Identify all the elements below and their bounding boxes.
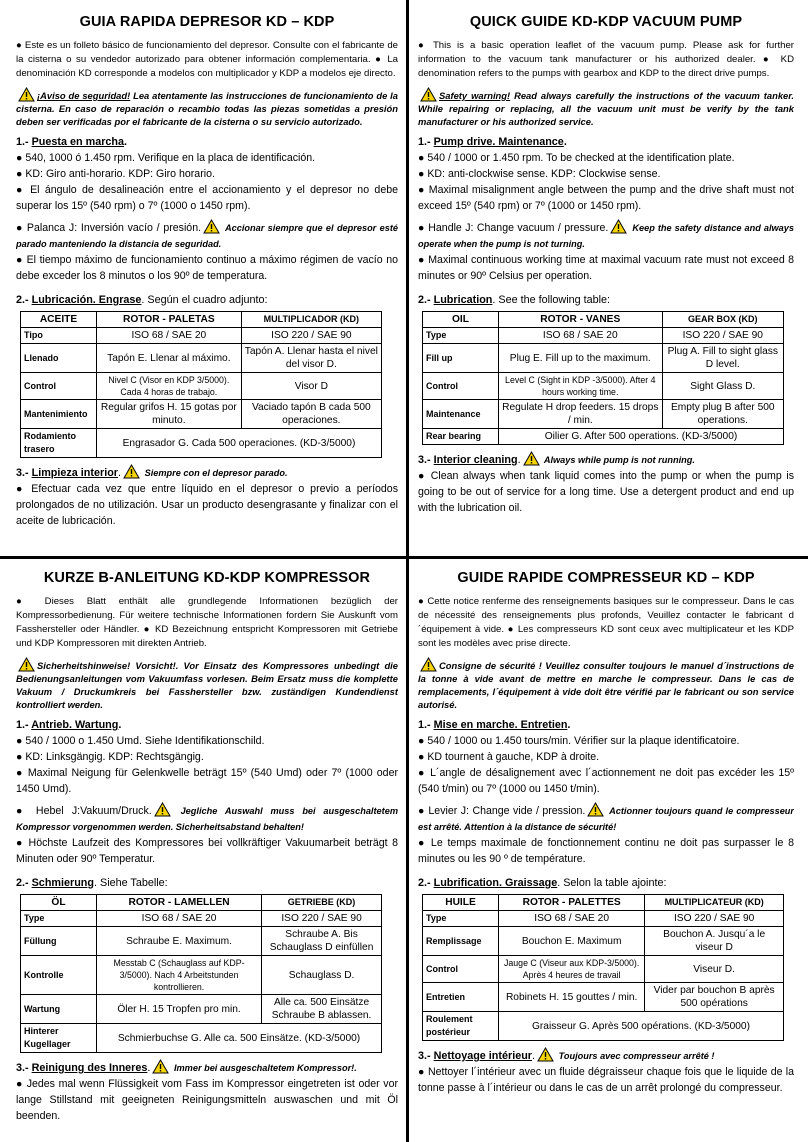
table-cell: ISO 220 / SAE 90: [662, 328, 783, 344]
cleaning-note: Siempre con el depresor parado.: [142, 468, 288, 478]
table-cell: Llenado: [21, 344, 97, 373]
quadrant-english: [418, 12, 794, 554]
drive-line-1: ● 540 / 1000 or 1.450 rpm. To be checked at the identification plate.: [418, 152, 735, 164]
section-3-heading: [16, 464, 398, 481]
section-suffix: . Según el cuadro adjunto:: [141, 294, 268, 306]
table-cell: Control: [423, 956, 499, 983]
drive-line-2: ● KD: Giro anti-horario. KDP: Giro horario.: [16, 168, 215, 180]
table-cell: Bouchon A. Jusqu´a le viseur D: [645, 927, 784, 956]
section-suffix: .: [563, 136, 567, 148]
section-title: Mise en marche. Entretien: [433, 719, 568, 731]
table-row: [423, 429, 784, 445]
lever-text: ● Hebel J:Vakuum/Druck.: [16, 805, 152, 817]
drive-line-4: [418, 802, 794, 835]
section-title: Lubrication: [433, 294, 493, 306]
table-row: [21, 1024, 382, 1053]
table-cell: Mantenimiento: [21, 400, 97, 429]
drive-line-5: ● El tiempo máximo de funcionamiento continuo a máximo régimen de vacío no debe exceder los 8 minutos o los 90º de temperatura.: [16, 254, 398, 282]
quadrant-german: [16, 568, 398, 1134]
section-suffix: .: [118, 467, 122, 479]
section-title: Limpieza interior: [31, 467, 119, 479]
table-row: [21, 995, 382, 1024]
table-cell: Plug E. Fill up to the maximum.: [499, 344, 663, 373]
table-cell: Type: [423, 328, 499, 344]
section-3-heading: [418, 451, 794, 468]
section-title: Lubricación. Engrase: [31, 294, 142, 306]
table-header-row: [21, 312, 382, 328]
cleaning-note: Immer bei ausgeschaltetem Kompressor!.: [171, 1063, 357, 1073]
table-cell: ISO 68 / SAE 20: [97, 328, 242, 344]
table-cell: Rodamiento trasero: [21, 429, 97, 458]
lever-note: Accionar siempre que el depresor esté parado manteniendo la distancia de seguridad.: [16, 223, 398, 249]
section-suffix: . Siehe Tabelle:: [94, 877, 168, 889]
table-cell: Entretien: [423, 983, 499, 1012]
table-row: [21, 344, 382, 373]
safety-warning: [418, 87, 794, 128]
safety-warning: [418, 657, 794, 711]
table-row: [21, 400, 382, 429]
drive-line-2: ● KD: anti-clockwise sense. KDP: Clockwise sense.: [418, 168, 661, 180]
table-row: [21, 927, 382, 956]
section-number: 1.-: [418, 719, 434, 731]
table-cell: Nivel C (Visor en KDP 3/5000). Cada 4 horas de trabajo.: [97, 373, 242, 400]
section-title: Pump drive. Maintenance: [433, 136, 564, 148]
cleaning-text: ● Nettoyer l´intérieur avec un fluide dégraisseur chaque fois que le liquide de la tonne passe à l´intérieur ou dans le cas de un arrêt prolongé du compresseur.: [418, 1066, 794, 1094]
table-cell: Tapón A. Llenar hasta el nivel del visor D.: [241, 344, 381, 373]
section-1-heading: [16, 717, 398, 733]
section-suffix: . See the following table:: [492, 294, 611, 306]
warning-icon: [18, 657, 35, 672]
table-cell: Level C (Sight in KDP -3/5000). After 4 hours working time.: [499, 373, 663, 400]
lever-note: Keep the safety distance and always operate when the pump is not turning.: [418, 223, 794, 249]
drive-line-1: ● 540, 1000 ó 1.450 rpm. Verifique en la placa de identificación.: [16, 152, 316, 164]
table-cell: ISO 220 / SAE 90: [645, 911, 784, 927]
warning-icon: [154, 802, 171, 817]
table-cell: Rear bearing: [423, 429, 499, 445]
table-cell: ISO 68 / SAE 20: [499, 328, 663, 344]
section-suffix: .: [567, 719, 571, 731]
table-row: [423, 911, 784, 927]
lever-text: ● Palanca J: Inversión vacío / presión.: [16, 222, 202, 234]
table-cell: Visor D: [241, 373, 381, 400]
table-header: ROTOR - LAMELLEN: [97, 895, 262, 911]
warning-icon: [123, 464, 140, 479]
table-cell: Hinterer Kugellager: [21, 1024, 97, 1053]
section-suffix: .: [147, 1062, 151, 1074]
table-header: ACEITE: [21, 312, 97, 328]
safety-warning: [16, 657, 398, 711]
lever-text: ● Levier J: Change vide / pression.: [418, 805, 586, 817]
table-cell: Schmierbuchse G. Alle ca. 500 Einsätze. (KD-3/5000): [97, 1024, 382, 1053]
table-cell: Empty plug B after 500 operations.: [662, 400, 783, 429]
table-cell: ISO 68 / SAE 20: [97, 911, 262, 927]
section-title: Interior cleaning: [433, 454, 518, 466]
warning-label: ¡Aviso de seguridad!: [37, 90, 131, 101]
section-2-heading: [418, 292, 794, 308]
table-cell: Roulement postérieur: [423, 1012, 499, 1041]
intro-text: ● Dieses Blatt enthält alle grundlegende Informationen bezüglich der Kompressorbedienung. Für weitere technische Informationen fordern Sie Auskunft vom Fasshersteller oder Händler. ● KD Bezeichnung entspricht Kompressoren mit Getriebe und KDP Kompressoren mit direkten Antrieb.: [16, 596, 398, 649]
table-row: [423, 983, 784, 1012]
table-row: [423, 400, 784, 429]
warning-icon: [152, 1059, 169, 1074]
table-cell: Jauge C (Viseur aux KDP-3/5000). Après 4 heures de travail: [499, 956, 645, 983]
section-number: 3.-: [16, 467, 32, 479]
section-3-heading: [418, 1047, 794, 1064]
lever-text: ● Handle J: Change vacuum / pressure.: [418, 222, 609, 234]
table-row: [423, 344, 784, 373]
table-cell: Schauglass D.: [262, 956, 382, 995]
table-row: [423, 927, 784, 956]
section-3-heading: [16, 1059, 398, 1076]
section-number: 3.-: [16, 1062, 32, 1074]
safety-warning: [16, 87, 398, 128]
table-cell: Bouchon E. Maximum: [499, 927, 645, 956]
section-number: 1.-: [16, 136, 32, 148]
table-cell: Schraube A. Bis Schauglass D einfüllen: [262, 927, 382, 956]
table-row: [423, 956, 784, 983]
section-number: 2.-: [16, 877, 32, 889]
lubrication-table: [422, 894, 784, 1041]
warning-icon: [420, 657, 437, 672]
section-number: 2.-: [418, 294, 434, 306]
lubrication-table: [20, 311, 382, 458]
cleaning-text: ● Clean always when tank liquid comes into the pump or when the pump is going to be out of service for a long time. Use a detergent product and end up with the lubrication oil.: [418, 470, 794, 514]
section-suffix: .: [532, 1050, 536, 1062]
warning-icon: [537, 1047, 554, 1062]
table-header: ROTOR - PALETTES: [499, 895, 645, 911]
warning-label: Safety warning!: [439, 90, 511, 101]
section-title: Schmierung: [31, 877, 95, 889]
table-cell: Tipo: [21, 328, 97, 344]
section-1-heading: [16, 134, 398, 150]
table-cell: Oilier G. After 500 operations. (KD-3/5000): [499, 429, 784, 445]
section-2-heading: [418, 875, 794, 891]
table-cell: ISO 220 / SAE 90: [262, 911, 382, 927]
table-cell: Alle ca. 500 Einsätze Schraube B ablassen.: [262, 995, 382, 1024]
table-header-row: [423, 895, 784, 911]
section-number: 3.-: [418, 1050, 434, 1062]
table-cell: Sight Glass D.: [662, 373, 783, 400]
lubrication-table: [20, 894, 382, 1053]
table-header: HUILE: [423, 895, 499, 911]
cleaning-text: ● Efectuar cada vez que entre líquido en el depresor o previo a períodos prolongados de no utilización. Usar un producto desengrasante y finalizar con el aceite de lubricación.: [16, 483, 398, 527]
section-title: Reinigung des Inneres: [31, 1062, 148, 1074]
table-row: [423, 328, 784, 344]
warning-icon: [610, 219, 627, 234]
warning-text: Lea atentamente las instrucciones de funcionamiento de la cisterna. En caso de reparación o recambio todas las piezas sometidas a presión deben ser verificadas por el fabricante de la cisterna o su servicio autorizado.: [16, 90, 398, 127]
section-1-heading: [418, 134, 794, 150]
table-cell: Regulate H drop feeders. 15 drops / min.: [499, 400, 663, 429]
section-suffix: . Selon la table ajointe:: [557, 877, 667, 889]
table-row: [21, 328, 382, 344]
table-cell: Type: [423, 911, 499, 927]
section-title: Puesta en marcha: [31, 136, 125, 148]
table-cell: Control: [21, 373, 97, 400]
intro-text: ● This is a basic operation leaflet of the vacuum pump. Please ask for further information to the vacuum tank manufacturer or his authorized dealer. ● KD denomination refers to the pumps with gearbox and KDP to the direct drive pumps.: [418, 40, 794, 79]
table-cell: Vaciado tapón B cada 500 operaciones.: [241, 400, 381, 429]
table-cell: ISO 220 / SAE 90: [241, 328, 381, 344]
drive-line-2: ● KD: Linksgängig. KDP: Rechtsgängig.: [16, 751, 204, 763]
drive-line-1: ● 540 / 1000 ou 1.450 tours/min. Vérifier sur la plaque identificatoire.: [418, 735, 740, 747]
drive-line-4: [16, 219, 398, 252]
section-number: 1.-: [418, 136, 434, 148]
warning-text: Consigne de sécurité ! Veuillez consulter toujours le manuel d´instructions de la tonne à vide avant de mettre en marche le compresseur. Dans le cas de remplacements, l´équipement à vide doit être vérifié par le fabricant ou son service autorisé.: [418, 660, 794, 710]
table-row: [423, 1012, 784, 1041]
table-cell: Füllung: [21, 927, 97, 956]
section-suffix: .: [118, 719, 122, 731]
table-cell: Vider par bouchon B après 500 opérations: [645, 983, 784, 1012]
warning-icon: [420, 87, 437, 102]
table-cell: Fill up: [423, 344, 499, 373]
drive-line-3: ● El ángulo de desalineación entre el accionamiento y el depresor no debe superar los 15º (540 rpm) o 7º (1000 o 1450 rpm).: [16, 184, 398, 212]
table-cell: Regular grifos H. 15 gotas por minuto.: [97, 400, 242, 429]
section-2-heading: [16, 292, 398, 308]
section-suffix: .: [124, 136, 128, 148]
table-cell: Messtab C (Schauglass auf KDP-3/5000). Nach 4 Arbeitstunden kontrollieren.: [97, 956, 262, 995]
section-2-heading: [16, 875, 398, 891]
warning-icon: [587, 802, 604, 817]
section-1-heading: [418, 717, 794, 733]
table-cell: Plug A. Fill to sight glass D level.: [662, 344, 783, 373]
guide-title: KURZE B-ANLEITUNG KD-KDP KOMPRESSOR: [43, 570, 371, 586]
section-number: 2.-: [418, 877, 434, 889]
horizontal-divider: [0, 556, 808, 559]
drive-line-3: ● Maximal misalignment angle between the pump and the drive shaft must not exceed 15º (540 rpm) or 7º (1000 or 1450 rpm).: [418, 184, 794, 212]
table-header: ROTOR - VANES: [499, 312, 663, 328]
lever-note: Actionner toujours quand le compresseur est arrêté. Attention à la distance de sécurité!: [418, 806, 794, 832]
warning-text: Sicherheitshinweise! Vorsicht!. Vor Einsatz des Kompressores unbedingt die Bedienungsanleitungen vom Vakuumfass vorlesen. Beim Ersatz muss die komplette Vakuum / Druckumkreis bei Fasshersteller bzw. zuständigen Kundendienst kontrolliert werden.: [16, 660, 398, 710]
section-number: 2.-: [16, 294, 32, 306]
cleaning-note: Always while pump is not running.: [541, 455, 695, 465]
intro-text: ● Este es un folleto básico de funcionamiento del depresor. Consulte con el fabricante de la cisterna o su vendedor autorizado para obtener información complementaria. ● La denominación KD corresponde a modelos con multiplicador y KDP a modelos eje directo.: [16, 40, 398, 79]
table-cell: Öler H. 15 Tropfen pro min.: [97, 995, 262, 1024]
vertical-divider: [406, 0, 409, 1142]
table-row: [423, 373, 784, 400]
cleaning-text: ● Jedes mal wenn Flüssigkeit vom Fass im Kompressor eingetreten ist oder vor lange Stillstand mit geeigneten Reinigungsmitteln auswaschen und mit Öl beenden.: [16, 1078, 398, 1122]
warning-icon: [523, 451, 540, 466]
table-cell: Maintenance: [423, 400, 499, 429]
drive-line-3: ● L´angle de désalignement avec l´actionnement ne doit pas excéder les 15º (540 t/min) ou 7º (1000 ou 1450 t/min).: [418, 767, 794, 795]
quadrant-french: [418, 568, 794, 1134]
section-suffix: .: [517, 454, 521, 466]
warning-icon: [18, 87, 35, 102]
warning-text: Read always carefully the instructions of the vacuum tanker. While repairing or replacing, all the vacuum unit must be verify by the tank manufacturer or his authorized service.: [418, 90, 794, 127]
drive-line-5: ● Höchste Laufzeit des Kompressores bei vollkräftiger Vakuumarbeit beträgt 8 Minuten oder 90º Temperatur.: [16, 837, 398, 865]
drive-line-3: ● Maximal Neigung für Gelenkwelle beträgt 15º (540 Umd) oder 7º (1000 oder 1450 Umd).: [16, 767, 398, 795]
table-header: ROTOR - PALETAS: [97, 312, 242, 328]
table-header: MULTIPLICADOR (KD): [241, 312, 381, 328]
section-number: 3.-: [418, 454, 434, 466]
table-cell: Wartung: [21, 995, 97, 1024]
table-header-row: [21, 895, 382, 911]
table-row: [21, 956, 382, 995]
drive-line-4: [418, 219, 794, 252]
guide-title: QUICK GUIDE KD-KDP VACUUM PUMP: [469, 14, 743, 30]
guide-title: GUIDE RAPIDE COMPRESSEUR KD – KDP: [457, 570, 755, 586]
table-cell: Type: [21, 911, 97, 927]
table-header: ÖL: [21, 895, 97, 911]
table-row: [21, 911, 382, 927]
table-cell: Control: [423, 373, 499, 400]
drive-line-4: [16, 802, 398, 835]
drive-line-5: ● Le temps maximale de fonctionnement continu ne doit pas surpasser le 8 minutes ou les 90 º de température.: [418, 837, 794, 865]
drive-line-1: ● 540 / 1000 o 1.450 Umd. Siehe Identifikationschild.: [16, 735, 265, 747]
table-header: OIL: [423, 312, 499, 328]
table-row: [21, 429, 382, 458]
table-cell: Graisseur G. Après 500 opérations. (KD-3/5000): [499, 1012, 784, 1041]
warning-icon: [203, 219, 220, 234]
lever-note: Jegliche Auswahl muss bei ausgeschaltetem Kompressor vorgenommen werden. Sicherheitsabstand behalten!: [16, 806, 398, 832]
table-cell: Remplissage: [423, 927, 499, 956]
table-row: [21, 373, 382, 400]
section-number: 1.-: [16, 719, 32, 731]
table-cell: Tapón E. Llenar al máximo.: [97, 344, 242, 373]
section-title: Antrieb. Wartung: [31, 719, 119, 731]
table-cell: Engrasador G. Cada 500 operaciones. (KD-3/5000): [97, 429, 382, 458]
table-cell: ISO 68 / SAE 20: [499, 911, 645, 927]
quadrant-spanish: [16, 12, 398, 554]
table-cell: Kontrolle: [21, 956, 97, 995]
table-header: GEAR BOX (KD): [662, 312, 783, 328]
table-header: GETRIEBE (KD): [262, 895, 382, 911]
table-cell: Robinets H. 15 gouttes / min.: [499, 983, 645, 1012]
guide-title: GUIA RAPIDA DEPRESOR KD – KDP: [79, 14, 335, 30]
section-title: Lubrification. Graissage: [433, 877, 558, 889]
table-header: MULTIPLICATEUR (KD): [645, 895, 784, 911]
table-cell: Schraube E. Maximum.: [97, 927, 262, 956]
table-cell: Viseur D.: [645, 956, 784, 983]
intro-text: ● Cette notice renferme des renseignements basiques sur le compresseur. Dans le cas de nécessité des renseignements plus profonds, Veuillez contacter le fabricant d´équipement à vide. ● Les compresseurs KD sont ceux avec multiplicateur et les KDP sont les modèles avec prise directe.: [418, 596, 794, 649]
section-title: Nettoyage intérieur: [433, 1050, 533, 1062]
table-header-row: [423, 312, 784, 328]
cleaning-note: Toujours avec compresseur arrêté !: [556, 1051, 715, 1061]
drive-line-5: ● Maximal continuous working time at maximal vacuum rate must not exceed 8 minutes or 90º Celsius per operation.: [418, 254, 794, 282]
lubrication-table: [422, 311, 784, 445]
drive-line-2: ● KD tournent à gauche, KDP à droite.: [418, 751, 600, 763]
